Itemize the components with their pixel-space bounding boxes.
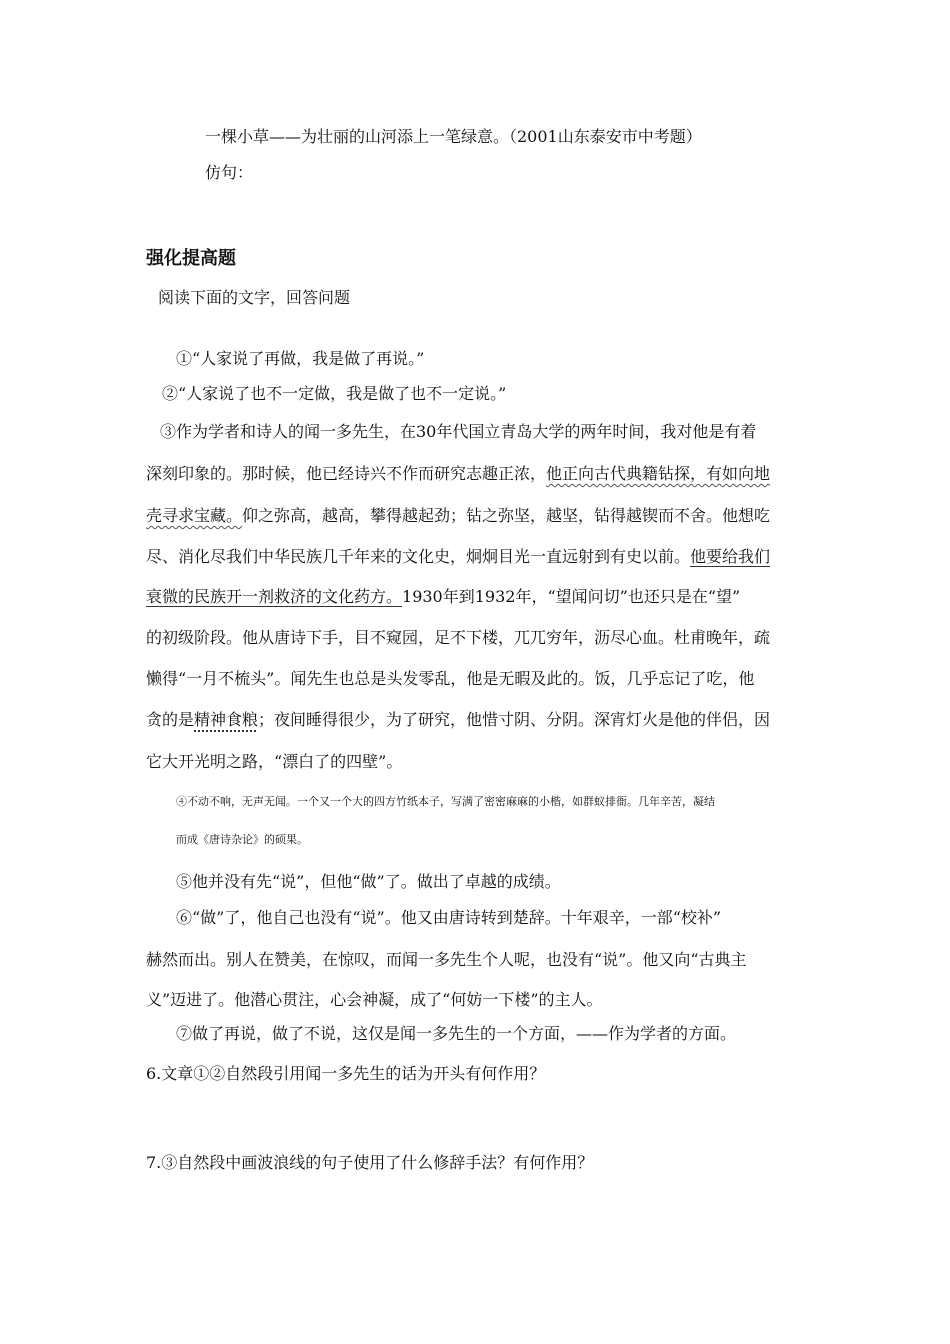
model-sentence: 一棵小草——为壮丽的山河添上一笔绿意。（2001山东泰安市中考题） bbox=[205, 127, 702, 146]
underlined-sentence-end: 衰微的民族开一剂救济的文化药方。 bbox=[146, 587, 403, 606]
paragraph-4-line-1: ④不动不响，无声无闻。一个又一个大的四方竹纸本子，写满了密密麻麻的小楷，如群蚁排衙。几年辛苦，凝结 bbox=[176, 795, 715, 808]
paragraph-3-line-7: 懒得“一月不梳头”。闻先生也总是头发零乱，他是无暇及此的。饭，几乎忘记了吃，他 bbox=[146, 669, 755, 688]
paragraph-3-line-9: 它大开光明之路，“漂白了的四壁”。 bbox=[146, 752, 403, 771]
paragraph-1: ①“人家说了再做，我是做了再说。” bbox=[176, 349, 425, 368]
text-span: 1930年到1932年，“望闻问切”也还只是在“望” bbox=[402, 587, 741, 606]
paragraph-3-line-8 bbox=[146, 710, 770, 730]
imitation-prompt: 仿句： bbox=[205, 163, 254, 182]
reading-instruction: 阅读下面的文字，回答问题 bbox=[158, 288, 351, 307]
underlined-sentence: 他要给我们 bbox=[690, 547, 771, 566]
text-span: 贪的是 bbox=[146, 710, 195, 729]
paragraph-3-line-6: 的初级阶段。他从唐诗下手，目不窥园，足不下楼，兀兀穷年，沥尽心血。杜甫晚年，疏 bbox=[146, 628, 771, 647]
paragraph-3-line-1: ③作为学者和诗人的闻一多先生，在30年代国立青岛大学的两年时间，我对他是有着 bbox=[160, 422, 757, 441]
text-span: 深刻印象的。那时候，他已经诗兴不作而研究志趣正浓， bbox=[146, 464, 547, 483]
paragraph-3-line-5 bbox=[146, 587, 740, 607]
paragraph-5: ⑤他并没有先“说”，但他“做”了。做出了卓越的成绩。 bbox=[176, 872, 561, 891]
paragraph-3-line-2 bbox=[146, 464, 770, 484]
paragraph-6-line-3: 义”迈进了。他潜心贯注，心会神凝，成了“何妨一下楼”的主人。 bbox=[146, 990, 603, 1009]
paragraph-3-line-4 bbox=[146, 547, 770, 567]
text-span: 仰之弥高，越高，攀得越起劲；钻之弥坚，越坚，钻得越锲而不舍。他想吃 bbox=[242, 506, 771, 525]
wavy-underlined-sentence-end: 壳寻求宝藏。 bbox=[146, 506, 243, 525]
paragraph-7: ⑦做了再说，做了不说，这仅是闻一多先生的一个方面，——作为学者的方面。 bbox=[176, 1024, 737, 1043]
question-7: 7.③自然段中画波浪线的句子使用了什么修辞手法？有何作用？ bbox=[146, 1153, 594, 1172]
section-title: 强化提高题 bbox=[146, 248, 236, 269]
emphasis-dotted-word: 精神食粮 bbox=[194, 710, 259, 729]
paragraph-6-line-2: 赫然而出。别人在赞美，在惊叹，而闻一多先生个人呢，也没有“说”。他又向“古典主 bbox=[146, 950, 747, 969]
text-span: 尽、消化尽我们中华民族几千年来的文化史，炯炯目光一直远射到有史以前。 bbox=[146, 547, 691, 566]
paragraph-6-line-1: ⑥“做”了，他自己也没有“说”。他又由唐诗转到楚辞。十年艰辛，一部“校补” bbox=[176, 908, 722, 927]
paragraph-4-line-2: 而成《唐诗杂论》的硕果。 bbox=[176, 833, 308, 846]
text-span: ；夜间睡得很少，为了研究，他惜寸阴、分阴。深宵灯火是他的伴侣，因 bbox=[258, 710, 771, 729]
wavy-underlined-sentence: 他正向古代典籍钻探，有如向地 bbox=[546, 464, 771, 483]
paragraph-2: ②“人家说了也不一定做，我是做了也不一定说。” bbox=[162, 384, 507, 403]
question-6: 6.文章①②自然段引用闻一多先生的话为开头有何作用？ bbox=[146, 1064, 546, 1083]
paragraph-3-line-3 bbox=[146, 506, 770, 526]
